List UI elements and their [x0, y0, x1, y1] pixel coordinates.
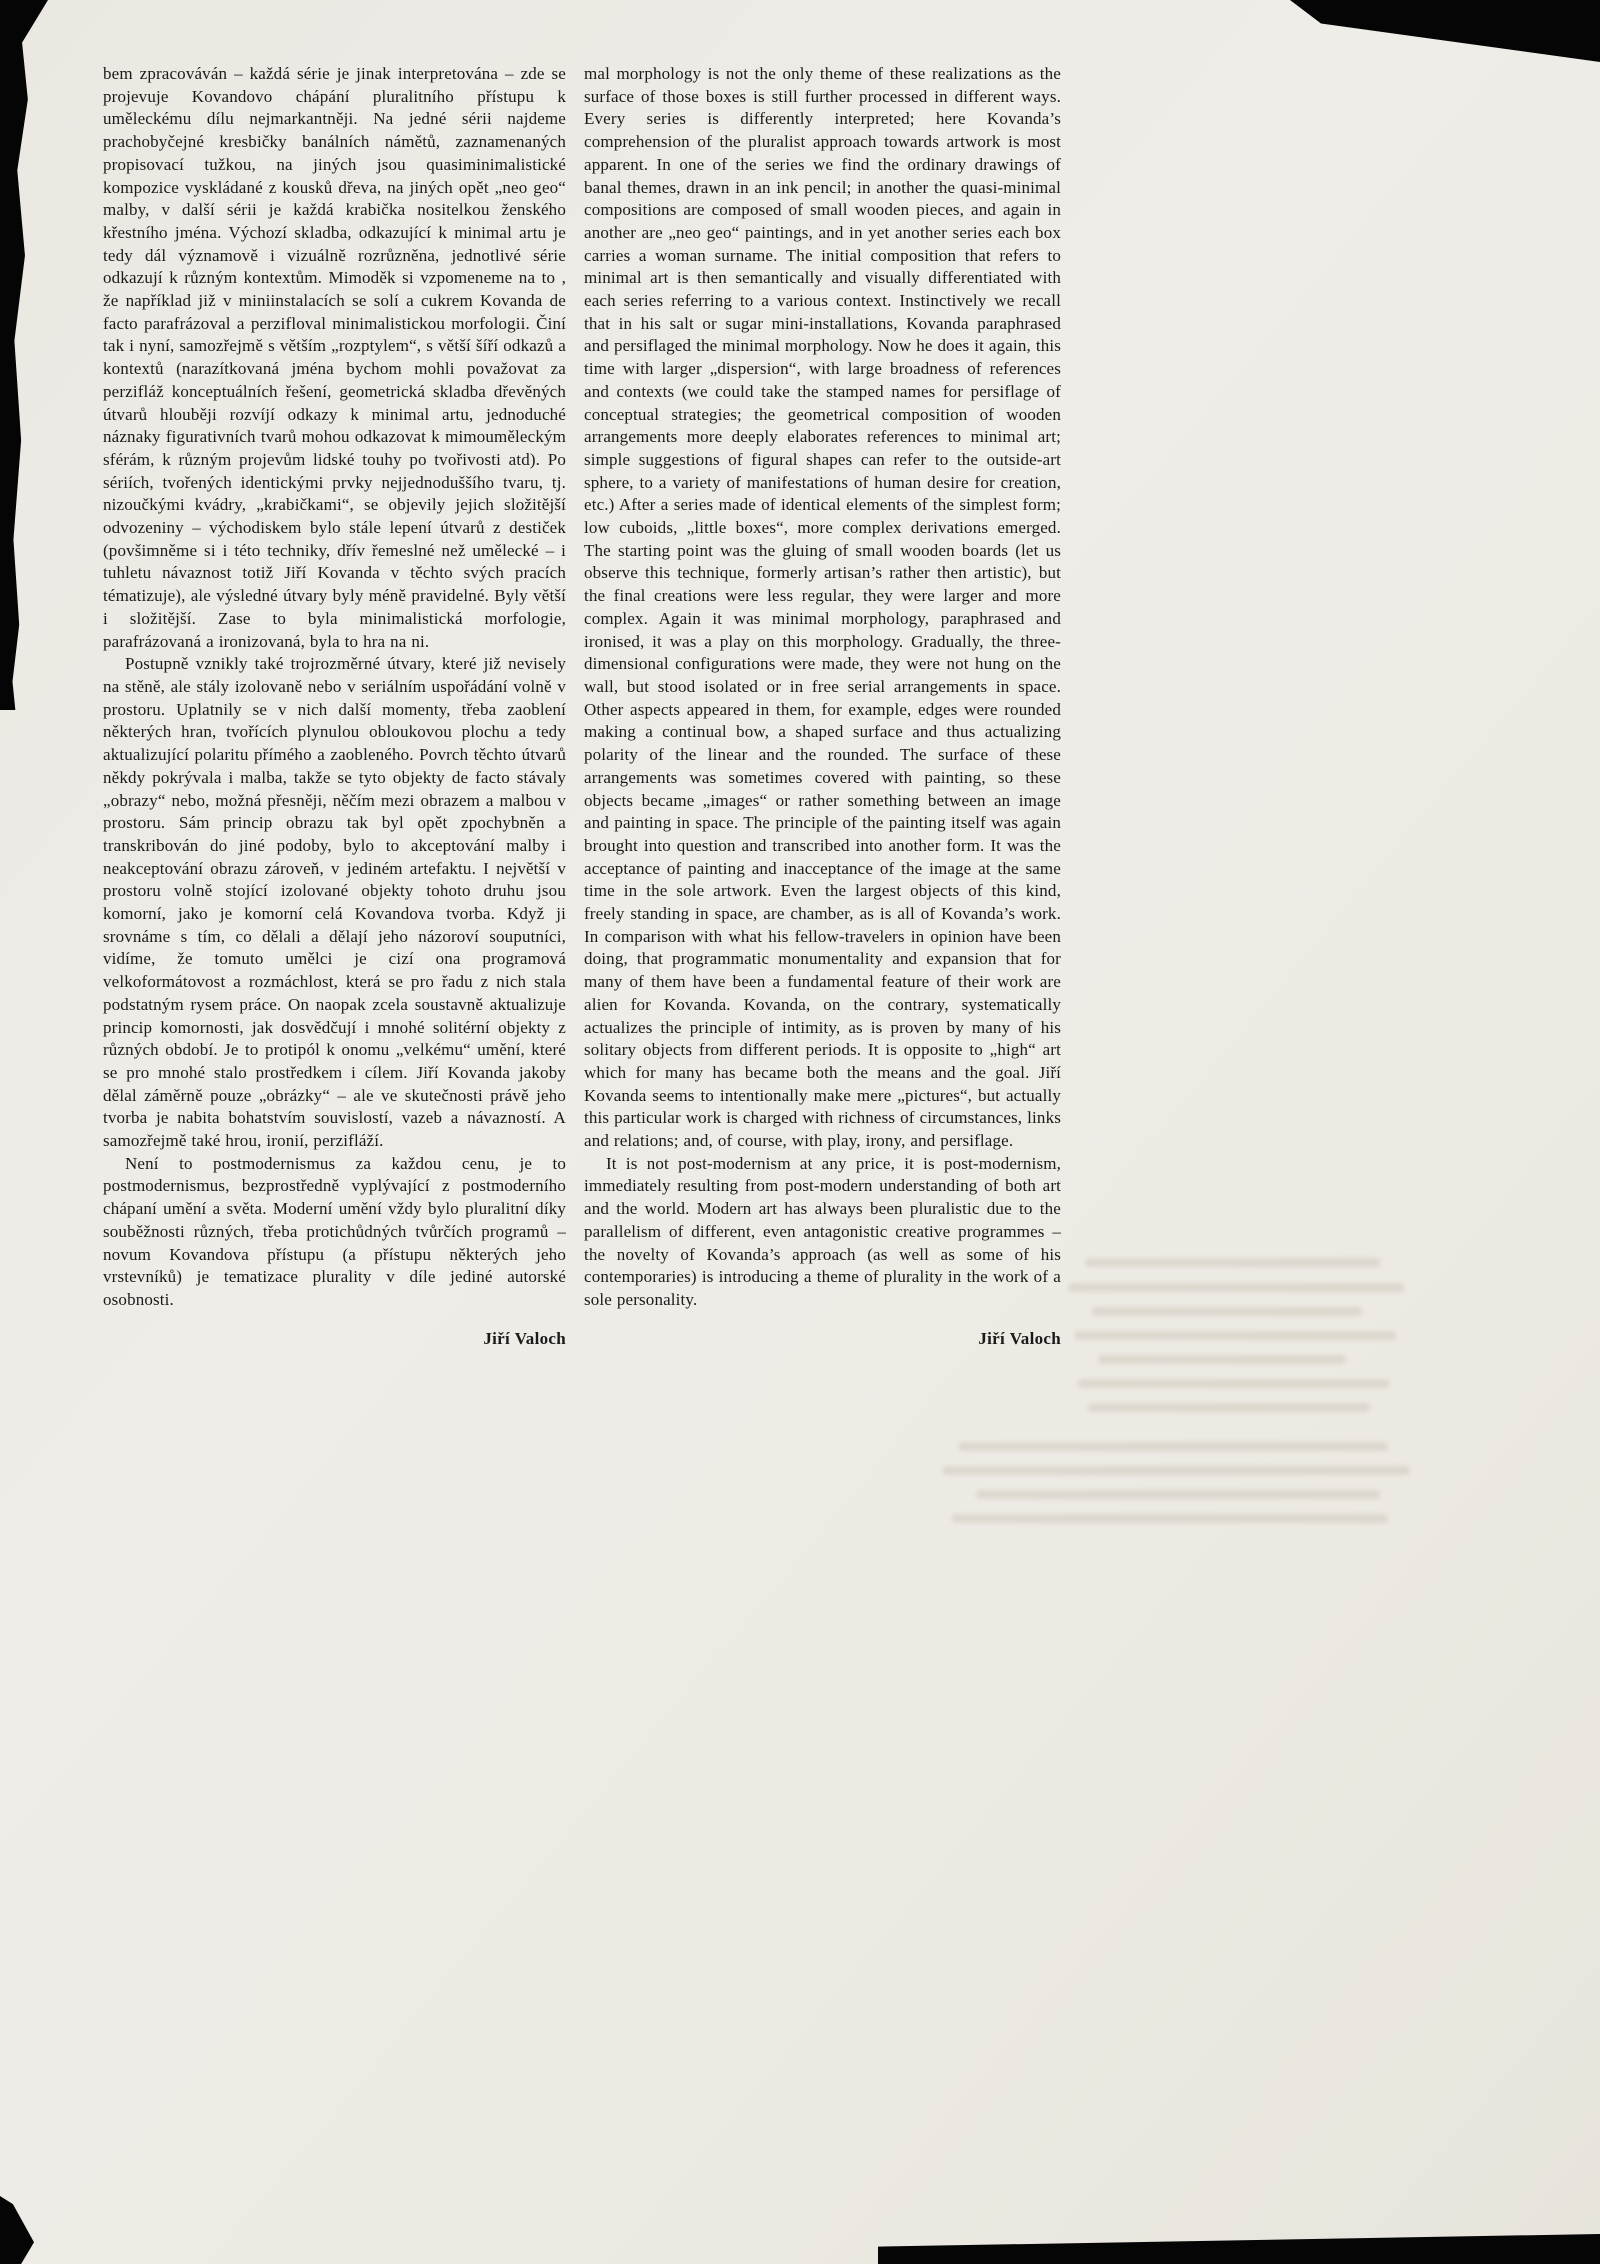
bleed-through-line [958, 1442, 1388, 1451]
scan-artifact-bottom-bar [878, 2234, 1600, 2264]
paragraph-czech-2: Postupně vznikly také trojrozměrné útvary, které již nevisely na stěně, ale stály izolovaně nebo v seriálním uspořádání volně v prostoru. Uplatnily se v nich další momenty, třeba zaoblení některých hran, tvořících plynulou obloukovou plochu a tedy aktualizující polaritu přímého a zaobleného. Povrch těchto útvarů někdy pokrývala i malba, takže se tyto objekty de facto stávaly „obrazy“ nebo, možná přesněji, něčím mezi obrazem a malbou v prostoru. Sám princip obrazu tak byl opět zpochybněn a transkribován do jiné podoby, bylo to akceptování malby i neakceptování obrazu zároveň, v jediném artefaktu. I největší v prostoru volně stojící izolované objekty tohoto druhu jsou komorní, jako je komorní celá Kovandova tvorba. Když ji srovnáme s tím, co dělali a dělají jeho názoroví souputníci, vidíme, že tomuto umělci je cizí ona programová velkoformátovost a rozmáchlost, která se pro řadu z nich stala podstatným rysem práce. On naopak zcela soustavně aktualizuje princip komornosti, jak dosvědčují i mnohé solitérní objekty z různých období. Je to protipól k onomu „velkému“ umění, které se pro mnohé stalo prostředkem i cílem. Jiří Kovanda jakoby dělal záměrně pouze „obrázky“ – ale ve skutečnosti právě jeho tvorba je nabita bohatstvím souvislostí, vazeb a návazností. A samozřejmě také hrou, ironií, perzifláží. [103, 654, 566, 1151]
bleed-through-line [1098, 1355, 1346, 1364]
bleed-through-line [1085, 1258, 1380, 1267]
author-signature-czech: Jiří Valoch [483, 1328, 566, 1348]
author-signature-english: Jiří Valoch [978, 1328, 1061, 1348]
scan-artifact-top-right [1290, 0, 1600, 62]
bleed-through-line [1088, 1403, 1370, 1412]
czech-column [103, 63, 566, 1350]
bleed-through-line [942, 1466, 1410, 1475]
paragraph-english-2: It is not post-modernism at any price, it is post-modernism, immediately resulting from post-modern understanding of both art and the world. Modern art has always been pluralistic due to the parallelism of different, even antagonistic creative programmes – the novelty of Kovanda’s approach (as well as some of his contemporaries) is introducing a theme of plurality in the work of a sole personality. [584, 1153, 1061, 1309]
bleed-through-line [952, 1514, 1388, 1523]
scan-artifact-bottom-left [0, 2196, 34, 2264]
scan-artifact-left-edge [0, 0, 48, 710]
bleed-through-line [1068, 1283, 1404, 1292]
english-column [584, 63, 1061, 1350]
paragraph-english-1: mal morphology is not the only theme of these realizations as the surface of those boxes is still further processed in different ways. Every series is differently interpreted; here Kovanda’s comprehension of the pluralist approach towards artwork is most apparent. In one of the series we find the ordinary drawings of banal themes, drawn in an ink pencil; in another the quasi-minimal compositions are composed of small wooden pieces, and again in another are „neo geo“ paintings, and in yet another series each box carries a woman surname. The initial composition that refers to minimal art is then semantically and visually differentiated with each series referring to a various context. Instinctively we recall that in his salt or sugar mini-installations, Kovanda paraphrased and persiflaged the minimal morphology. Now he does it again, this time with larger „dispersion“, with large broadness of references and contexts (we could take the stamped names for persiflage of conceptual strategies; the geometrical composition of wooden arrangements more deeply elaborates references to minimal art; simple suggestions of figural shapes can refer to the outside-art sphere, to a variety of manifestations of human desire for creation, etc.) After a series made of identical elements of the simplest form; low cuboids, „little boxes“, more complex derivations emerged. The starting point was the gluing of small wooden boards (let us observe this technique, formerly artisan’s rather then artistic), but the final creations were less regular, they were larger and more complex. Again it was minimal morphology, paraphrased and ironised, it was a play on this morphology. Gradually, the three-dimensional configurations were made, they were not hung on the wall, but stood isolated or in free serial arrangements in space. Other aspects appeared in them, for example, edges were rounded making a continual bow, a shaped surface and thus actualizing polarity of the linear and the rounded. The surface of these arrangements was sometimes covered with painting, so these objects became „images“ or rather something between an image and painting in space. The principle of the painting itself was again brought into question and transcribed into another form. It was the acceptance of painting and inacceptance of the image at the same time in the sole artwork. Even the largest objects of this kind, freely standing in space, are chamber, as is all of Kovanda’s work. In comparison with what his fellow-travelers in opinion have been doing, that programmatic monumentality and expansion that for many of them have been a fundamental feature of their work are alien for Kovanda. Kovanda, on the contrary, systematically actualizes the principle of intimity, as is proven by many of his solitary objects from different periods. It is opposite to „high“ art which for many has became both the means and the goal. Jiří Kovanda seems to intentionally make mere „pictures“, but actually this particular work is charged with richness of circumstances, links and relations; and, of course, with play, irony, and persiflage. [584, 64, 1061, 1151]
bleed-through-line [1074, 1331, 1396, 1340]
bleed-through-line [1078, 1379, 1390, 1388]
bleed-through-line [1092, 1307, 1362, 1316]
paragraph-czech-1: bem zpracováván – každá série je jinak interpretována – zde se projevuje Kovandovo chápání pluralitního přístupu k uměleckému dílu nejmarkantněji. Na jedné sérii najdeme prachobyčejné kresbičky banálních námětů, zaznamenaných propisovací tužkou, na jiných jsou quasiminimalistické kompozice vyskládané z kousků dřeva, na jiných opět „neo geo“ malby, v další sérii je každá krabička nositelkou ženského křestního jména. Výchozí skladba, odkazující k minimal artu je tedy dál významově i vizuálně rozrůzněna, jednotlivé série odkazují k různým kontextům. Mimoděk si vzpomeneme na to , že například již v miniinstalacích se solí a cukrem Kovanda de facto parafrázoval a perzifloval minimalistickou morfologii. Činí tak i nyní, samozřejmě s větším „rozptylem“, s větší šíří odkazů a kontextů (narazítkovaná jména bychom mohli považovat za perzifláž konceptuálních řešení, geometrická skladba dřevěných útvarů hlouběji rozvíjí odkazy k minimal artu, jednoduché náznaky figurativních tvarů mohou odkazovat k mimouměleckým sférám, k různým projevům lidské touhy po tvořivosti atd). Po sériích, tvořených identickými prvky nejjednoduššího tvaru, tj. nizoučkými kvádry, „krabičkami“, se objevily jejich složitější odvozeniny – východiskem bylo stále lepení útvarů z destiček (povšimněme si i této techniky, dřív řemeslné než umělecké – i tuhletu návaznost totiž Jiří Kovanda v těchto svých pracích tématizuje), ale výsledné útvary byly méně pravidelné. Byly větší i složitější. Zase to byla minimalistická morfologie, parafrázovaná a ironizovaná, byla to hra na ni. [103, 64, 566, 651]
bleed-through-line [976, 1490, 1380, 1499]
paragraph-czech-3: Není to postmodernismus za každou cenu, je to postmodernismus, bezprostředně vyplývající z postmoderního chápaní umění a světa. Moderní umění vždy bylo pluralitní díky souběžnosti různých, třeba protichůdných tvůrčích programů – novum Kovandova přístupu (a přístupu některých jeho vrstevníků) je tematizace plurality v díle jediné autorské osobnosti. [103, 1153, 566, 1309]
